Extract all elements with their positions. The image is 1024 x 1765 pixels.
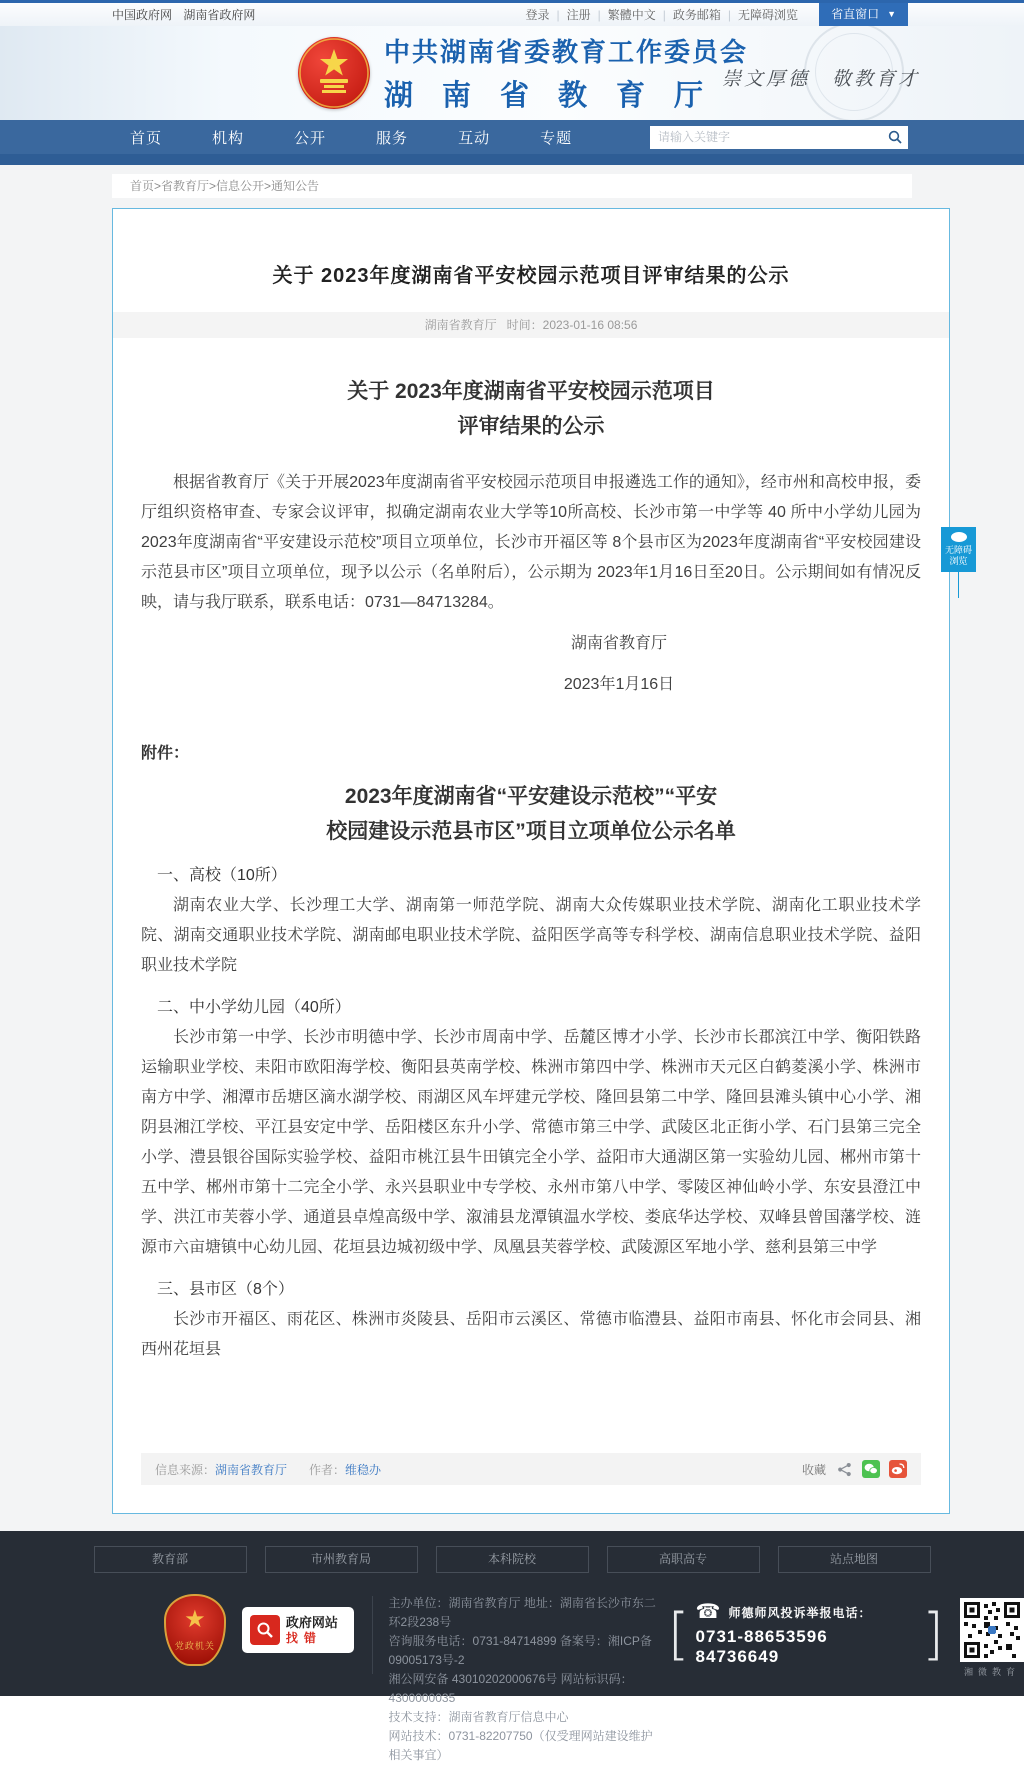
star-icon: ★ <box>184 1605 206 1633</box>
provincial-portal-dropdown[interactable] <box>819 3 908 26</box>
footer-info-site-tech: 网站技术：0731-82207750（仅受理网站建设维护相关事宜） <box>388 1729 653 1762</box>
footer-link-universities[interactable]: 本科院校 <box>436 1546 589 1573</box>
header-slogan: 崇文厚德 敬教育才 <box>721 68 920 90</box>
nav-sub-strip <box>0 154 1024 165</box>
caret-down-icon: ▼ <box>887 9 896 19</box>
divider: | <box>727 7 732 22</box>
footer-link-sitemap[interactable]: 站点地图 <box>778 1546 931 1573</box>
share-button[interactable] <box>835 1460 853 1478</box>
page-title: 关于 2023年度湖南省平安校园示范项目评审结果的公示 <box>272 265 790 287</box>
document-title <box>141 374 921 444</box>
bracket-right: ] <box>922 1601 944 1667</box>
footer-quick-links <box>0 1546 1024 1573</box>
section-heading-schools: 二、中小学幼儿园（40所） <box>157 999 351 1016</box>
attachment-title-line2: 校园建设示范县市区”项目立项单位公示名单 <box>326 820 736 843</box>
top-utility-bar <box>0 3 1024 26</box>
search-icon <box>888 130 902 144</box>
section-list-schools: 长沙市第一中学、长沙市明德中学、长沙市周南中学、岳麓区博才小学、长沙市长郡滨江中学、衡阳铁路运输职业学校、耒阳市欧阳海学校、衡阳县英南学校、株洲市第四中学、株洲市天元区白鹤菱溪小学、株洲市南方中学、湘潭市岳塘区滴水湖学校、雨湖区风车坪建元学校、隆回县第二中学、隆回县滩头镇中心小学、湘阴县湘江学校、平江县安定中学、岳阳楼区东升小学、常德市第三中学、武陵区北正街小学、石门县第三完全小学、澧县银谷国际实验学校、益阳市桃江县牛田镇完全小学、益阳市大通湖区第一实验幼儿园、郴州市第十五中学、郴州市第十二完全小学、永兴县职业中专学校、永州市第八中学、零陵区神仙岭小学、东安县澄江中学、洪江市芙蓉小学、通道县卓煌高级中学、溆浦县龙潭镇温水学校、娄底华达学校、双峰县曾国藩学校、涟源市六亩塘镇中心幼儿园、花垣县边城初级中学、凤凰县芙蓉学校、武陵源区军地小学、慈利县第三中学 <box>141 1029 921 1256</box>
footer-link-moe[interactable]: 教育部 <box>94 1546 247 1573</box>
login-link[interactable]: 登录 <box>525 8 550 22</box>
attachment-label: 附件： <box>141 745 190 762</box>
article-meta-bar <box>113 312 949 338</box>
link-hunan-gov[interactable]: 湖南省政府网 <box>183 8 256 22</box>
author-link[interactable]: 维稳办 <box>345 1462 382 1477</box>
signature-date: 2023年1月16日 <box>563 676 675 693</box>
a11y-label-line1: 无障碍 <box>944 545 972 555</box>
signature-org: 湖南省教育厅 <box>570 635 667 652</box>
gov-site-links <box>112 6 263 23</box>
national-emblem-logo <box>298 37 370 109</box>
attachment-title-line1: 2023年度湖南省“平安建设示范校”“平安 <box>344 785 718 808</box>
gov-mail-link[interactable]: 政务邮箱 <box>672 8 721 22</box>
main-nav <box>0 120 1024 154</box>
footer-info-host: 主办单位：湖南省教育厅 地址：湖南省长沙市东二环2段238号 <box>388 1596 656 1629</box>
author-label: 作者： <box>309 1462 346 1477</box>
nav-item-disclosure[interactable]: 公开 <box>294 129 327 147</box>
attachment-title <box>141 779 921 849</box>
a11y-label-line2: 浏览 <box>949 556 968 566</box>
nav-item-interaction[interactable]: 互动 <box>458 129 491 147</box>
telephone-icon: ☎ <box>695 1601 722 1623</box>
nav-item-services[interactable]: 服务 <box>376 129 409 147</box>
site-error-badge-line2: 找错 <box>285 1630 322 1645</box>
party-badge-caption: 党政机关 <box>174 1640 215 1651</box>
eye-icon <box>951 532 967 542</box>
accessibility-widget[interactable] <box>941 527 976 572</box>
bracket-left: [ <box>667 1601 690 1667</box>
source-label: 信息来源： <box>155 1462 216 1477</box>
footer-link-city-bureaus[interactable]: 市州教育局 <box>265 1546 418 1573</box>
source-info-bar <box>141 1453 921 1485</box>
user-links <box>525 3 908 26</box>
divider: | <box>662 7 666 22</box>
meta-time: 2023-01-16 08:56 <box>542 318 638 332</box>
footer-info-tech-support: 技术支持：湖南省教育厅信息中心 <box>388 1710 569 1724</box>
site-footer <box>0 1531 1024 1762</box>
emblem-graphic <box>298 37 370 109</box>
ethics-hotline <box>668 1602 944 1667</box>
meta-source: 湖南省教育厅 <box>424 318 497 332</box>
qr-code <box>960 1598 1024 1662</box>
notice-paragraph: 根据省教育厅《关于开展2023年度湖南省平安校园示范项目申报遴选工作的通知》，经市州和高校申报，委厅组织资格审查、专家会议评审，拟确定湖南农业大学等10所高校、长沙市第一中学等 40 所中小学幼儿园为2023年度湖南省“平安建设示范校”项目立项单位，长沙市开福区等 8个县市区为2023年度湖南省“平安校园建设示范县市区”项目立项单位，现予以公示（名单附后），公示期为 2023年1月16日至20日。公示期间如有情况反映，请与我厅联系，联系电话：0731—84713284。 <box>141 474 921 611</box>
nav-item-orgs[interactable]: 机构 <box>212 129 245 147</box>
section-heading-universities: 一、高校（10所） <box>157 867 287 884</box>
accessibility-widget-tail <box>958 572 959 598</box>
share-icon <box>837 1462 852 1477</box>
org-title-department: 湖南省教育厅 <box>384 80 733 112</box>
content-zone <box>0 165 1024 1531</box>
org-title-committee: 中共湖南省委教育工作委员会 <box>384 37 749 67</box>
article-panel <box>112 208 950 1514</box>
register-link[interactable]: 注册 <box>566 8 591 22</box>
section-list-counties: 长沙市开福区、雨花区、株洲市炎陵县、岳阳市云溪区、常德市临澧县、益阳市南县、怀化市会同县、湘西州花垣县 <box>141 1311 921 1358</box>
footer-info-phone-icp: 咨询服务电话：0731-84714899 备案号：湘ICP备09005173号-2 <box>388 1634 652 1667</box>
article-body <box>113 374 949 1365</box>
org-titles <box>384 32 748 114</box>
document-title-line1: 关于 2023年度湖南省平安校园示范项目 <box>347 380 715 403</box>
wechat-icon <box>864 1463 878 1475</box>
portal-label: 省直窗口 <box>831 7 880 21</box>
divider: | <box>597 7 601 22</box>
qr-block <box>960 1598 1024 1678</box>
site-error-report-badge[interactable] <box>242 1607 354 1653</box>
site-error-badge-line1: 政府网站 <box>285 1614 338 1630</box>
qr-pattern <box>964 1602 1020 1658</box>
party-gov-badge[interactable] <box>164 1594 226 1666</box>
nav-item-topics[interactable]: 专题 <box>540 129 573 147</box>
search-box <box>650 126 908 149</box>
weibo-share-button[interactable] <box>889 1460 907 1478</box>
breadcrumb: 首页>省教育厅>信息公开>通知公告 <box>112 174 912 198</box>
wechat-share-button[interactable] <box>862 1460 880 1478</box>
search-input[interactable] <box>650 126 882 149</box>
hotline-numbers: 0731-88653596 84736649 <box>695 1627 828 1666</box>
footer-link-vocational[interactable]: 高职高专 <box>607 1546 760 1573</box>
divider: | <box>556 7 560 22</box>
share-tools <box>802 1460 907 1478</box>
magnifier-icon <box>250 1615 280 1645</box>
nav-item-home[interactable]: 首页 <box>130 129 163 147</box>
source-link[interactable]: 湖南省教育厅 <box>215 1462 288 1477</box>
link-china-gov[interactable]: 中国政府网 <box>112 8 173 22</box>
traditional-chinese-link[interactable]: 繁體中文 <box>607 8 656 22</box>
search-button[interactable] <box>882 126 908 149</box>
weibo-icon <box>891 1463 905 1475</box>
meta-time-label: 时间： <box>506 318 543 332</box>
qr-caption: 湘微教育 <box>963 1667 1020 1677</box>
section-list-universities: 湖南农业大学、长沙理工大学、湖南第一师范学院、湖南大众传媒职业技术学院、湖南化工职业技术学院、湖南交通职业技术学院、湖南邮电职业技术学院、益阳医学高等专科学校、湖南信息职业技术学院、益阳职业技术学院 <box>141 897 921 974</box>
favorite-button[interactable]: 收藏 <box>801 1462 826 1477</box>
section-heading-counties: 三、县市区（8个） <box>157 1281 294 1298</box>
footer-info-security-code: 湘公网安备 43010202000676号 网站标识码：4300000035 <box>388 1672 633 1705</box>
hotline-label: 师德师风投诉举报电话： <box>728 1605 872 1620</box>
accessibility-link[interactable]: 无障碍浏览 <box>738 8 799 22</box>
document-title-line2: 评审结果的公示 <box>457 415 605 438</box>
footer-divider <box>372 1596 373 1674</box>
footer-info-block <box>389 1594 660 1765</box>
footer-main <box>164 1594 1024 1765</box>
site-header <box>0 26 1024 120</box>
